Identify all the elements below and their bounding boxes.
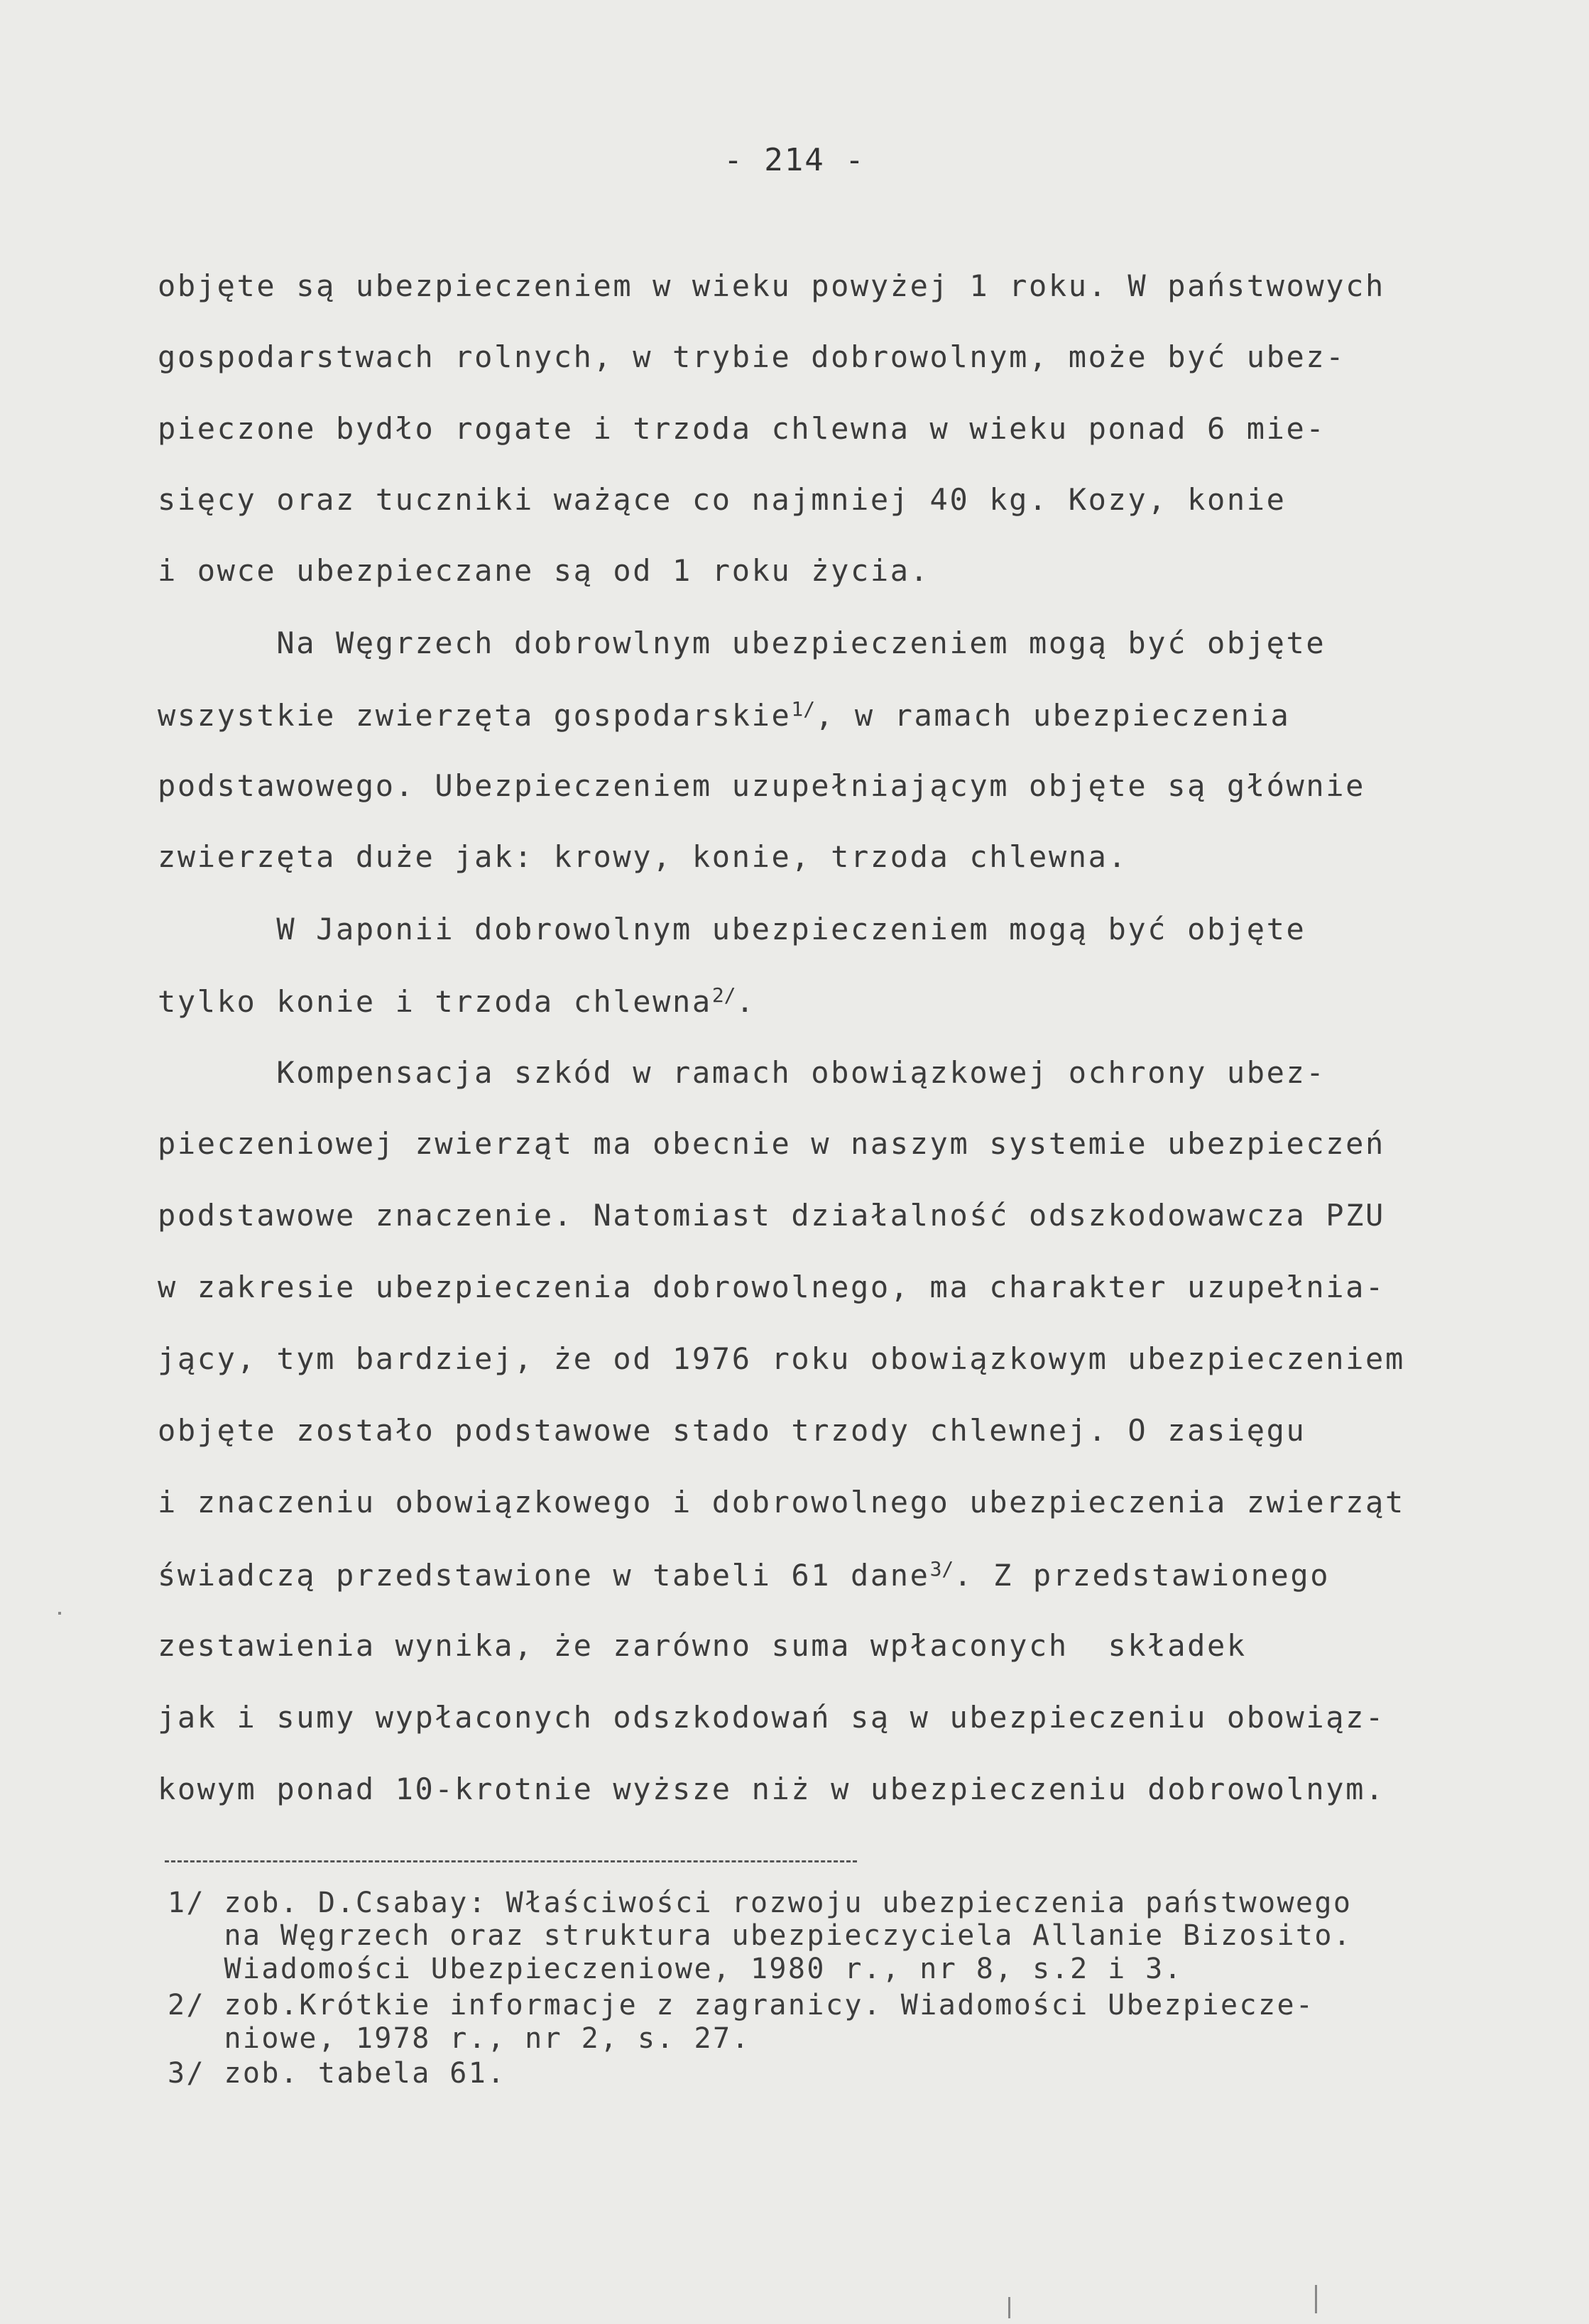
body-line: W Japonii dobrowolnym ubezpieczeniem mogą być objęte xyxy=(158,912,1306,946)
body-line: sięcy oraz tuczniki ważące co najmniej 40 kg. Kozy, konie xyxy=(158,482,1287,517)
body-line: jący, tym bardziej, że od 1976 roku obowiązkowym ubezpieczeniem xyxy=(158,1341,1405,1376)
body-line: objęte są ubezpieczeniem w wieku powyżej 1 roku. W państwowych xyxy=(158,268,1385,303)
body-line: objęte zostało podstawowe stado trzody chlewnej. O zasięgu xyxy=(158,1413,1306,1448)
body-line-text: tylko konie i trzoda chlewna xyxy=(158,984,712,1019)
body-line: zestawienia wynika, że zarówno suma wpłaconych składek xyxy=(158,1628,1247,1663)
body-line: gospodarstwach rolnych, w trybie dobrowolnym, może być ubez- xyxy=(158,339,1346,374)
body-line xyxy=(158,1559,1330,1591)
body-line: i owce ubezpieczane są od 1 roku życia. xyxy=(158,553,930,588)
footnote-line: niowe, 1978 r., nr 2, s. 27. xyxy=(168,2022,750,2055)
scan-mark xyxy=(1008,2297,1010,2318)
footnote-line: 3/ zob. tabela 61. xyxy=(168,2057,506,2090)
body-line: pieczeniowej zwierząt ma obecnie w naszym systemie ubezpieczeń xyxy=(158,1126,1385,1161)
body-line: zwierzęta duże jak: krowy, konie, trzoda chlewna. xyxy=(158,839,1128,874)
body-line: i znaczeniu obowiązkowego i dobrowolnego ubezpieczenia zwierząt xyxy=(158,1485,1405,1520)
footnote-separator xyxy=(165,1860,857,1862)
body-line: podstawowego. Ubezpieczeniem uzupełniającym objęte są głównie xyxy=(158,768,1366,803)
body-line: podstawowe znaczenie. Natomiast działalność odszkodowawcza PZU xyxy=(158,1198,1385,1233)
body-line xyxy=(158,983,756,1019)
body-line: Na Węgrzech dobrowlnym ubezpieczeniem mogą być objęte xyxy=(158,626,1326,660)
body-line: w zakresie ubezpieczenia dobrowolnego, ma charakter uzupełnia- xyxy=(158,1270,1385,1304)
footnote-ref: 1/ xyxy=(791,697,816,721)
body-line-text: świadczą przedstawione w tabeli 61 dane xyxy=(158,1558,930,1593)
body-line xyxy=(158,699,1290,731)
footnote-line: 1/ zob. D.Csabay: Właściwości rozwoju ubezpieczenia państwowego xyxy=(168,1887,1353,1919)
body-line-text: , w ramach ubezpieczenia xyxy=(815,698,1291,733)
body-line: pieczone bydło rogate i trzoda chlewna w wieku ponad 6 mie- xyxy=(158,411,1326,446)
footnote-ref: 3/ xyxy=(929,1557,954,1581)
page-number: - 214 - xyxy=(723,142,866,178)
body-line-text: . xyxy=(736,984,756,1019)
scan-mark xyxy=(1315,2285,1317,2313)
body-line: kowym ponad 10-krotnie wyższe niż w ubezpieczeniu dobrowolnym. xyxy=(158,1772,1385,1806)
footnote-line: 2/ zob.Krótkie informacje z zagranicy. Wiadomości Ubezpiecze- xyxy=(168,1989,1315,2022)
body-line-text: . Z przedstawionego xyxy=(954,1558,1331,1593)
body-line: jak i sumy wypłaconych odszkodowań są w ubezpieczeniu obowiąz- xyxy=(158,1700,1385,1735)
footnote-line: Wiadomości Ubezpieczeniowe, 1980 r., nr 8, s.2 i 3. xyxy=(168,1953,1184,1985)
body-line-text: wszystkie zwierzęta gospodarskie xyxy=(158,698,792,733)
footnote-ref: 2/ xyxy=(711,983,736,1007)
scan-speck xyxy=(58,1612,61,1615)
body-line: Kompensacja szkód w ramach obowiązkowej ochrony ubez- xyxy=(158,1055,1326,1090)
footnote-line: na Węgrzech oraz struktura ubezpieczyciela Allanie Bizosito. xyxy=(168,1919,1353,1952)
